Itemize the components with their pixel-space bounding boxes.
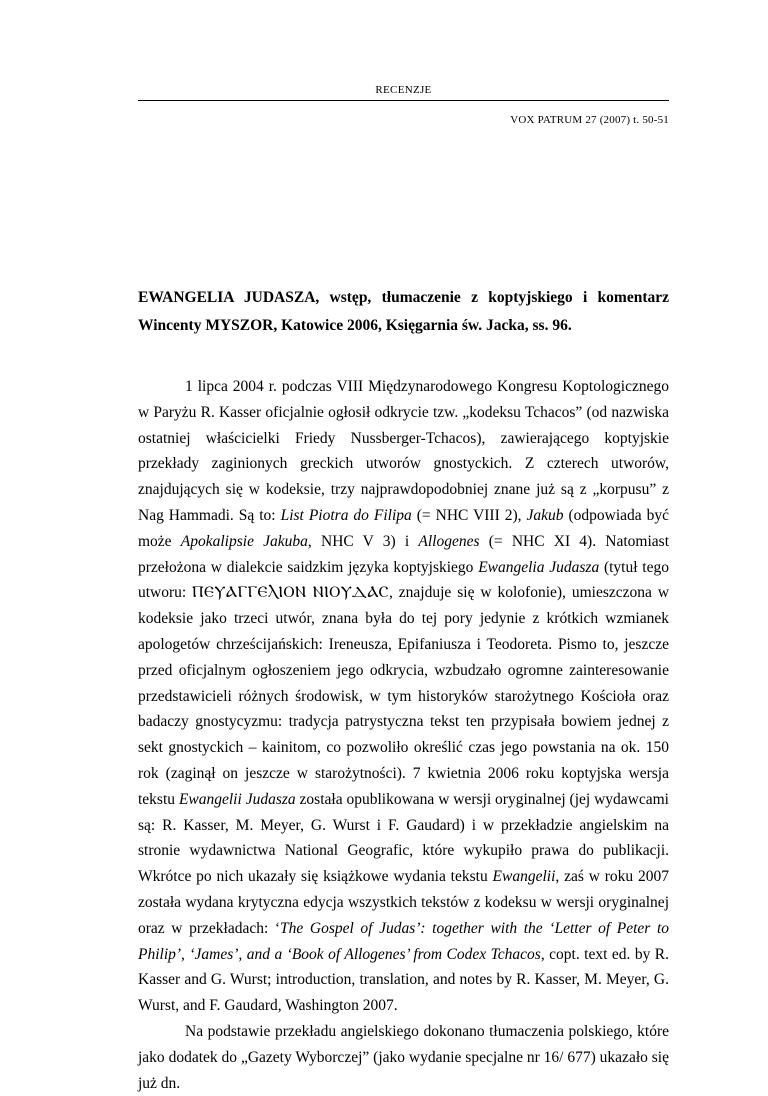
italic-title: List Piotra do Filipa <box>280 506 412 524</box>
italic-title: Allogenes <box>418 532 480 550</box>
text-run: 1 lipca 2004 r. podczas VIII Międzynarodowego Kongresu Koptologicznego w Paryżu R. Kasser oficjalnie ogłosił odkrycie tzw. „kodeksu Tchacos” (od nazwiska ostatniej właścicielki Friedy Nussberger-Tchacos), zawierającego koptyjskie przekłady zaginionych greckich utworów gnostyckich. Z czterech utworów, znajdujących się w kodeksie, trzy najprawdopodobniej znane już są z „korpusu” z Nag Hammadi. Są to: <box>138 378 669 524</box>
paragraph-2: Na podstawie przekładu angielskiego dokonano tłumaczenia polskiego, które jako dodatek do „Gazety Wyborczej” (jako wydanie specjalne nr 16/ 677) ukazało się już dn. <box>138 1022 669 1092</box>
text-run: (= NHC XI 4). Natomiast przełożona w dialekcie saidzkim języka koptyjskiego <box>138 532 669 576</box>
text-run: , znajduje się w kolofonie), umieszczona w kodeksie jako trzeci utwór, znana była do tej pory jedynie z krótkich wzmianek apologetów chrześcijańskich: Ireneusza, Epifaniusza i Teodoreta. Pismo to, jeszcze przed oficjalnym ogłoszeniem jego odkrycia, wzbudzało ogromne zainteresowanie przedstawicieli różnych środowisk, w tym historyków starożytnego Kościoła oraz badaczy gnostycyzmu: tradycja patrystyczna tekst ten przypisała bowiem jednej z sekt gnostyckich – kainitom, co pozwoliło określić czas jego powstania na ok. 150 rok (zaginął on jeszcze w starożytności). 7 kwietnia 2006 roku koptyjska wersja tekstu <box>138 584 670 808</box>
text-run: (odpowiada być może <box>138 506 669 550</box>
italic-title: The Gospel of Judas’: together with the ‘Letter of Peter to Philip’, ‘James’, and a ‘Book of Allogenes’ from Codex Tchacos <box>138 919 669 963</box>
text-run: , zaś w roku 2007 została wydana krytyczna edycja wszystkich tekstów z kodeksu w wersji oryginalnej oraz w przekładach: ‘ <box>138 868 669 937</box>
paragraph-1 <box>138 374 669 1019</box>
text-run: została opublikowana w wersji oryginalnej (jej wydawcami są: R. Kasser, M. Meyer, G. Wurst i F. Gaudard) i w przekładzie angielskim na stronie wydawnictwa National Geografic, które wykupiło prawa do publikacji. Wkrótce po nich ukazały się książkowe wydania tekstu <box>138 790 669 886</box>
italic-title: Apokalipsie Jakuba <box>180 532 308 550</box>
italic-title: Ewangelii <box>492 868 556 886</box>
text-run: , NHC V 3) i <box>307 532 419 550</box>
italic-title: Ewangelii Judasza <box>178 790 296 808</box>
journal-reference: VOX PATRUM 27 (2007) t. 50-51 <box>510 114 669 126</box>
review-body <box>138 374 669 1096</box>
text-run: , copt. text ed. by R. Kasser and G. Wurst; introduction, translation, and notes by R. Kasser, M. Meyer, G. Wurst, and F. Gaudard, Washington 2007. <box>138 945 669 1015</box>
italic-title: Ewangelia Judasza <box>478 558 600 576</box>
review-title: EWANGELIA JUDASZA, wstęp, tłumaczenie z koptyjskiego i komentarz Wincenty MYSZOR, Katowice 2006, Księgarnia św. Jacka, ss. 96. <box>138 289 669 334</box>
text-run: (tytuł tego utworu: <box>138 558 669 602</box>
italic-title: Jakub <box>526 506 564 524</box>
section-header: RECENZJE <box>375 84 432 96</box>
coptic-title: ⲠⲈⲨⲀⲄⲄⲈⲖⲒⲞⲚ ⲚⲒⲞⲨⲆⲀⲤ <box>192 584 389 602</box>
text-run: (= NHC VIII 2), <box>411 506 527 524</box>
header-rule <box>138 100 669 101</box>
